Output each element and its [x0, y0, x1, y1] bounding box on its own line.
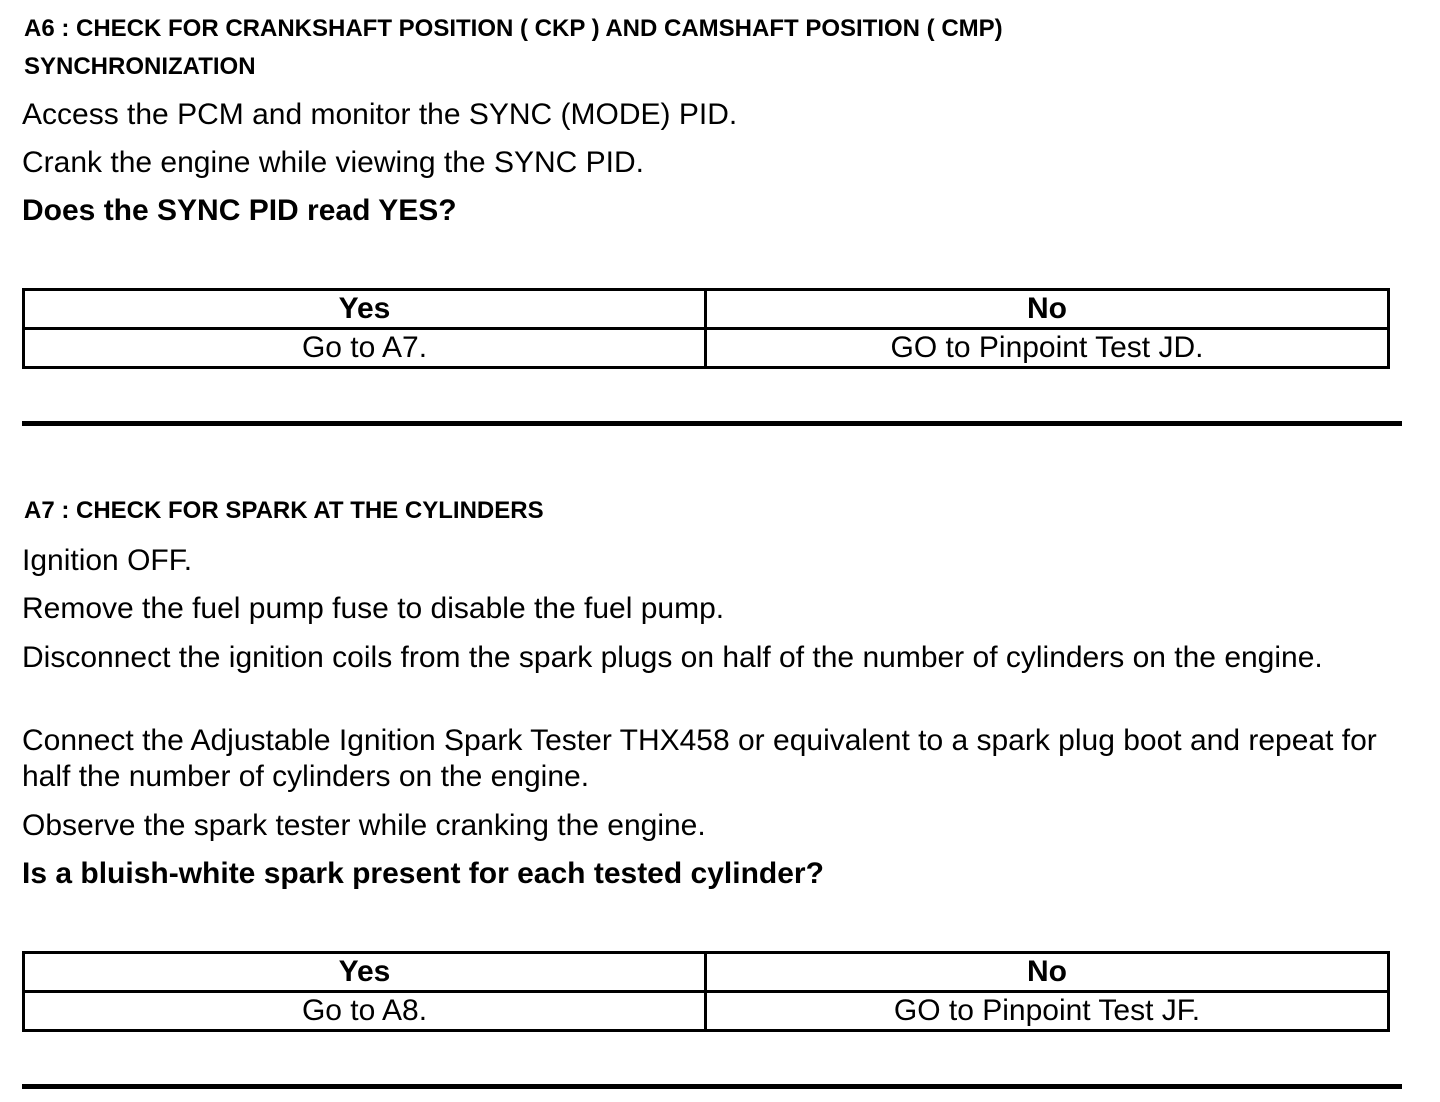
a7-step-2: Remove the fuel pump fuse to disable the fuel pump.: [22, 592, 725, 625]
no-action: GO to Pinpoint Test JD.: [706, 329, 1389, 368]
yes-header: Yes: [24, 953, 706, 992]
no-header: No: [706, 290, 1389, 329]
a6-question-wrap: [22, 193, 1402, 229]
yes-action: Go to A7.: [24, 329, 706, 368]
section-divider: [22, 421, 1402, 426]
a7-heading: A7 : CHECK FOR SPARK AT THE CYLINDERS: [24, 497, 544, 524]
a7-question-wrap: [22, 856, 1402, 892]
a6-heading-line1: A6 : CHECK FOR CRANKSHAFT POSITION ( CKP ) AND CAMSHAFT POSITION ( CMP): [24, 15, 1003, 42]
a6-question: Does the SYNC PID read YES?: [22, 194, 457, 227]
a7-step-1-wrap: [22, 543, 1402, 579]
a7-step-2-wrap: [22, 591, 1402, 627]
section-a7: [22, 492, 1402, 530]
a7-question: Is a bluish-white spark present for each tested cylinder?: [22, 857, 824, 890]
a7-step-3: Disconnect the ignition coils from the spark plugs on half of the number of cylinders on the engine.: [22, 641, 1323, 674]
a7-step-5-wrap: [22, 808, 1402, 844]
a7-step-1: Ignition OFF.: [22, 544, 193, 577]
section-divider: [22, 1084, 1402, 1089]
table-row: [24, 290, 1389, 329]
a7-step-5: Observe the spark tester while cranking the engine.: [22, 809, 706, 842]
no-action: GO to Pinpoint Test JF.: [706, 992, 1389, 1031]
a6-step-1: Access the PCM and monitor the SYNC (MODE) PID.: [22, 98, 738, 131]
table-row: [24, 953, 1389, 992]
yes-action: Go to A8.: [24, 992, 706, 1031]
table-row: [24, 992, 1389, 1031]
yes-header: Yes: [24, 290, 706, 329]
a7-step-3-wrap: [22, 640, 1402, 676]
a6-steps: [22, 97, 1402, 133]
a7-answer-table: [22, 951, 1390, 1032]
a7-step-4: Connect the Adjustable Ignition Spark Tester THX458 or equivalent to a spark plug boot and repeat for half the number of cylinders on the engine.: [22, 724, 1377, 793]
table-row: [24, 329, 1389, 368]
a6-step-2: Crank the engine while viewing the SYNC PID.: [22, 146, 644, 179]
a7-step-4-wrap: [22, 723, 1402, 795]
a6-step-2-wrap: [22, 145, 1402, 181]
a6-answer-table: [22, 288, 1390, 369]
no-header: No: [706, 953, 1389, 992]
a6-heading-line2: SYNCHRONIZATION: [24, 53, 256, 80]
section-a6: [22, 10, 1402, 86]
